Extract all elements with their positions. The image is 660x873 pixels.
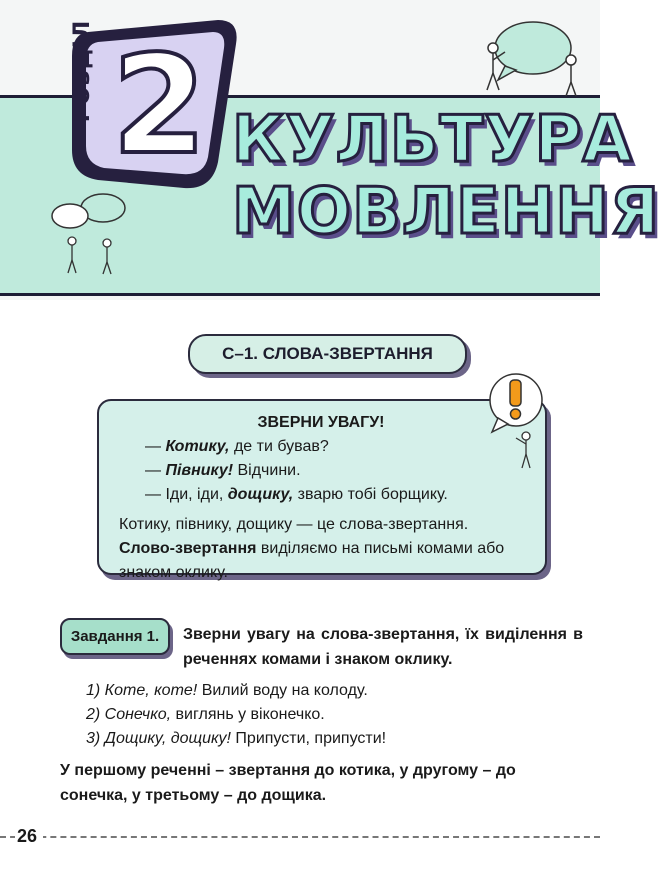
address-word: Коте, коте! xyxy=(104,682,198,699)
note-paragraph-1: Котику, півнику, дощику — це слова-звертання. xyxy=(119,516,469,533)
item-number: 3) xyxy=(86,730,105,747)
dialog-dash: — xyxy=(145,438,166,455)
example-list xyxy=(86,679,386,751)
attention-note xyxy=(97,399,547,581)
item-number: 1) xyxy=(86,682,105,699)
chapter-label: РОЗДІЛ xyxy=(70,19,95,123)
address-word: Котику, xyxy=(165,438,230,455)
topic-label: С–1. СЛОВА-ЗВЕРТАННЯ xyxy=(188,334,467,374)
chapter-title-line1: КУЛЬТУРА xyxy=(232,103,634,177)
chapter-header xyxy=(0,0,660,300)
note-line-3 xyxy=(145,483,527,507)
dialog-dash: — xyxy=(145,462,166,479)
sentence-text: виглянь у віконечко. xyxy=(171,706,325,723)
chapter-number: 2 xyxy=(112,27,207,185)
sentence-text: Припусти, припусти! xyxy=(230,730,387,747)
item-number: 2) xyxy=(86,706,105,723)
dialog-text: Відчини. xyxy=(233,462,301,479)
dialog-text: — Іди, іди, xyxy=(145,486,228,503)
rule-text: виділяємо на письмі комами або знаком оклику. xyxy=(119,540,505,581)
answer-text: У першому реченні – звертання до котика, у другому – до сонечка, у третьому – до дощика. xyxy=(60,762,516,804)
address-word: дощику, xyxy=(227,486,294,503)
address-word: Півнику! xyxy=(165,462,234,479)
list-item xyxy=(86,727,386,751)
footer-divider xyxy=(0,836,600,840)
term-bold: Слово-звертання xyxy=(119,540,257,557)
dialog-text: зварю тобі борщику. xyxy=(293,486,448,503)
note-heading: ЗВЕРНИ УВАГУ! xyxy=(257,414,385,431)
note-paragraph-2 xyxy=(119,537,527,585)
address-word: Дощику, дощику! xyxy=(104,730,231,747)
sentence-text: Вилий воду на колоду. xyxy=(197,682,368,699)
list-item xyxy=(86,679,386,703)
exclamation-icon xyxy=(484,368,564,472)
dialog-text: де ти бував? xyxy=(229,438,329,455)
address-word: Сонечко, xyxy=(104,706,172,723)
page-number: 26 xyxy=(15,826,43,847)
note-line-1 xyxy=(145,435,527,459)
task-badge: Завдання 1. xyxy=(60,618,170,655)
task-instruction: Зверни увагу на слова-звертання, їх виділення в реченнях комами і знаком оклику. xyxy=(183,626,583,668)
list-item xyxy=(86,703,386,727)
chapter-title-line2: МОВЛЕННЯ xyxy=(232,175,660,249)
note-line-2 xyxy=(145,459,527,483)
